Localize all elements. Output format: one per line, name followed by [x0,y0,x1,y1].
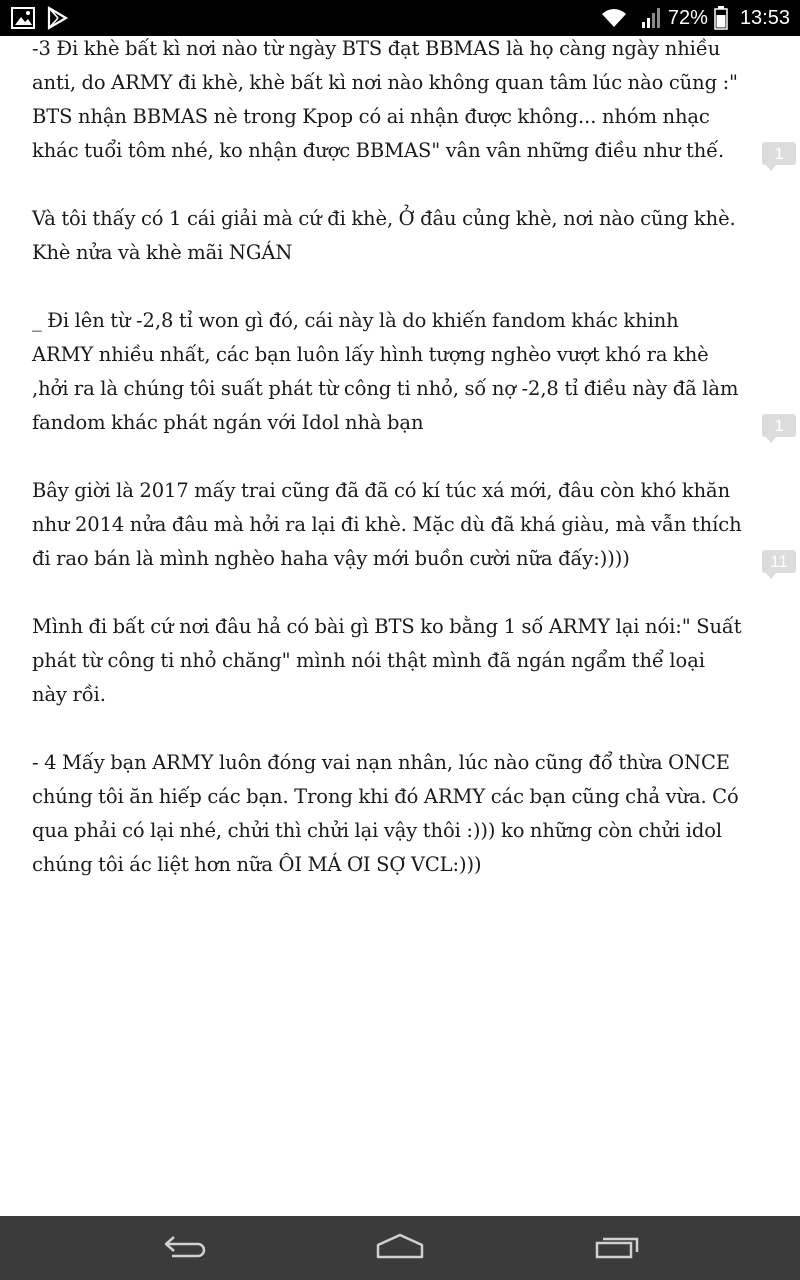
paragraph-line: - 4 Mấy bạn ARMY luôn đóng vai nạn nhân, lúc nào cũng đổ thừa ONCE [32,751,730,774]
back-button[interactable] [145,1224,225,1272]
navigation-bar [0,1216,800,1280]
paragraph-3 [32,304,767,440]
paragraph-line: -3 Đi khè bất kì nơi nào từ ngày BTS đạt BBMAS là họ càng ngày nhiều [32,37,721,60]
paragraph-4 [32,474,767,576]
paragraph-line: _ Đi lên từ -2,8 tỉ won gì đó, cái này là do khiến fandom khác khinh [32,309,679,332]
paragraph-1 [32,36,767,168]
paragraph-line: ARMY nhiều nhất, các bạn luôn lấy hình tượng nghèo vượt khó ra khè [32,343,709,366]
comment-count: 1 [762,414,796,437]
battery-percent: 72% [667,6,708,29]
signal-icon [640,7,662,29]
comment-count: 11 [762,550,796,573]
paragraph-6 [32,746,767,882]
paragraph-line: như 2014 nửa đâu mà hởi ra lại đi khè. Mặc dù đã khá giàu, mà vẫn thích [32,513,742,536]
comment-count-badge[interactable] [762,550,796,575]
recent-apps-button[interactable] [578,1224,658,1272]
paragraph-line: BTS nhận BBMAS nè trong Kpop có ai nhận được không... nhóm nhạc [32,105,710,128]
status-bar [0,0,800,36]
paragraph-line: chúng tôi ác liệt hơn nữa ÔI MÁ ƠI SỢ VCL:))) [32,853,482,876]
paragraph-line: fandom khác phát ngán với Idol nhà bạn [32,411,424,434]
wifi-icon [600,7,628,29]
play-store-icon [44,5,70,31]
paragraph-line: qua phải có lại nhé, chửi thì chửi lại vậy thôi :))) ko những còn chửi idol [32,819,723,842]
article-content [0,36,800,1216]
recent-apps-icon [594,1231,642,1265]
battery-icon [714,6,728,30]
comment-count-badge[interactable] [762,414,796,439]
paragraph-2 [32,202,767,270]
paragraph-line: chúng tôi ăn hiếp các bạn. Trong khi đó ARMY các bạn cũng chả vừa. Có [32,785,739,808]
paragraph-line: đi rao bán là mình nghèo haha vậy mới buồn cười nữa đấy:)))) [32,547,630,570]
paragraph-line: ,hởi ra là chúng tôi suất phát từ công ti nhỏ, số nợ -2,8 tỉ điều này đã làm [32,377,739,400]
paragraph-line: khác tuổi tôm nhé, ko nhận được BBMAS" vân vân những điều như thế. [32,139,725,162]
comment-bubble-tail [765,572,777,579]
status-bar-right [600,0,790,36]
home-button[interactable] [360,1224,440,1272]
paragraph-5 [32,610,767,712]
comment-bubble-tail [765,164,777,171]
paragraph-line: Và tôi thấy có 1 cái giải mà cứ đi khè, Ở đâu củng khè, nơi nào cũng khè. [32,207,736,230]
home-icon [374,1231,426,1265]
paragraph-line: Mình đi bất cứ nơi đâu hả có bài gì BTS ko bằng 1 số ARMY lại nói:" Suất [32,615,742,638]
paragraph-line: Khè nửa và khè mãi NGÁN [32,241,293,264]
paragraph-line: phát từ công ti nhỏ chăng" mình nói thật mình đã ngán ngẩm thể loại [32,649,705,672]
comment-bubble-tail [765,436,777,443]
paragraph-line: này rồi. [32,683,106,706]
back-icon [162,1231,208,1265]
paragraph-line: Bây giời là 2017 mấy trai cũng đã đã có kí túc xá mới, đâu còn khó khăn [32,479,731,502]
gallery-icon [10,5,36,31]
comment-count-badge[interactable] [762,142,796,167]
paragraph-line: anti, do ARMY đi khè, khè bất kì nơi nào không quan tâm lúc nào cũng :" [32,71,738,94]
clock: 13:53 [739,6,790,29]
comment-count: 1 [762,142,796,165]
